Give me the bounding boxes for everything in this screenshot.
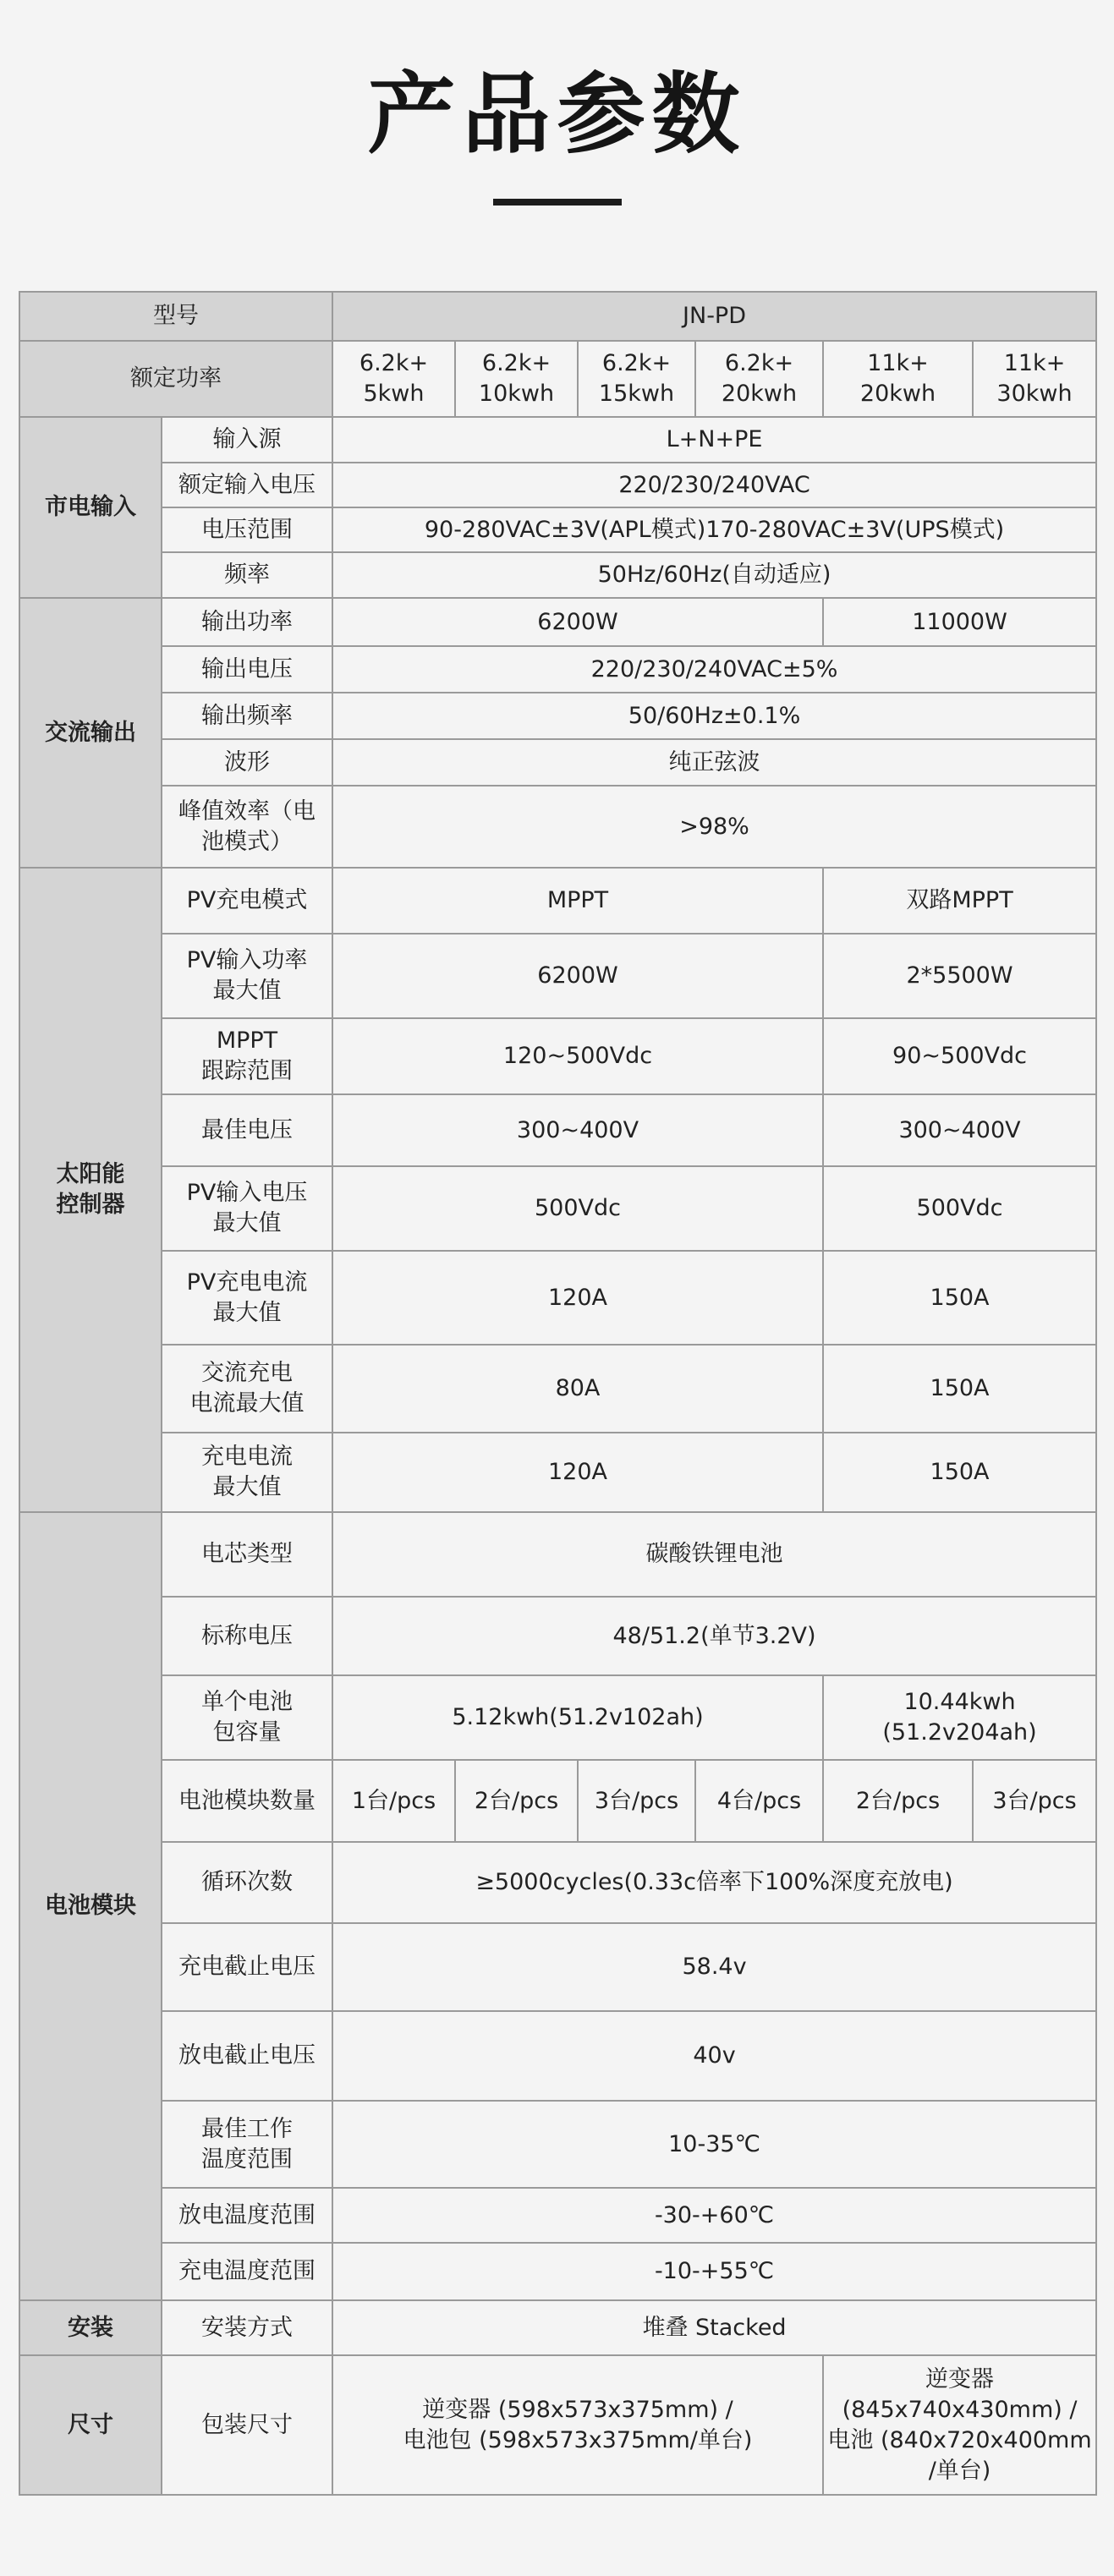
row-value: 500Vdc — [332, 1166, 823, 1251]
row-value: 120A — [332, 1251, 823, 1345]
table-row — [19, 1018, 1096, 1094]
row-value: 6200W — [332, 934, 823, 1018]
row-label: PV输入电压 最大值 — [162, 1166, 332, 1251]
spec-table — [19, 291, 1097, 2496]
row-label: 交流充电 电流最大值 — [162, 1345, 332, 1433]
row-value: 2*5500W — [823, 934, 1096, 1018]
table-row — [19, 2355, 1096, 2495]
row-label: PV充电模式 — [162, 868, 332, 934]
row-label: 安装方式 — [162, 2300, 332, 2355]
module-count: 3台/pcs — [973, 1760, 1096, 1842]
row-value: 300~400V — [332, 1094, 823, 1166]
row-value: 碳酸铁锂电池 — [332, 1512, 1096, 1597]
row-value: 48/51.2(单节3.2V) — [332, 1597, 1096, 1675]
section-ac-output: 交流输出 — [19, 598, 162, 868]
row-value: -10-+55℃ — [332, 2243, 1096, 2300]
model-label: 型号 — [19, 292, 332, 341]
table-row — [19, 1094, 1096, 1166]
row-value: MPPT — [332, 868, 823, 934]
row-value: 120~500Vdc — [332, 1018, 823, 1094]
row-value: ≥5000cycles(0.33c倍率下100%深度充放电) — [332, 1842, 1096, 1923]
table-row — [19, 417, 1096, 463]
row-value: 90-280VAC±3V(APL模式)170-280VAC±3V(UPS模式) — [332, 507, 1096, 552]
row-value: 6200W — [332, 598, 823, 646]
row-value: 逆变器 (598x573x375mm) / 电池包 (598x573x375mm/单台) — [332, 2355, 823, 2495]
rated-power-label: 额定功率 — [19, 341, 332, 417]
module-count: 4台/pcs — [695, 1760, 823, 1842]
row-value: 40v — [332, 2011, 1096, 2101]
row-label: PV充电电流 最大值 — [162, 1251, 332, 1345]
row-value: >98% — [332, 786, 1096, 868]
table-row — [19, 786, 1096, 868]
table-row — [19, 646, 1096, 693]
table-row-rated-power — [19, 341, 1096, 417]
model-value: JN-PD — [332, 292, 1096, 341]
module-count: 2台/pcs — [455, 1760, 578, 1842]
table-row — [19, 1512, 1096, 1597]
rated-power-option: 6.2k+ 10kwh — [455, 341, 578, 417]
module-count: 1台/pcs — [332, 1760, 455, 1842]
row-label: 标称电压 — [162, 1597, 332, 1675]
row-label: 波形 — [162, 739, 332, 786]
row-label: 充电电流 最大值 — [162, 1433, 332, 1512]
row-label: 充电截止电压 — [162, 1923, 332, 2011]
table-row — [19, 507, 1096, 552]
table-row — [19, 1842, 1096, 1923]
section-installation: 安装 — [19, 2300, 162, 2355]
row-value: 逆变器 (845x740x430mm) / 电池 (840x720x400mm /单台) — [823, 2355, 1096, 2495]
table-row — [19, 868, 1096, 934]
section-mains-input: 市电输入 — [19, 417, 162, 598]
row-value: 150A — [823, 1433, 1096, 1512]
row-value: 5.12kwh(51.2v102ah) — [332, 1675, 823, 1760]
rated-power-option: 6.2k+ 15kwh — [578, 341, 695, 417]
row-label: 输出电压 — [162, 646, 332, 693]
rated-power-option: 6.2k+ 5kwh — [332, 341, 455, 417]
row-value: 150A — [823, 1251, 1096, 1345]
row-value: 58.4v — [332, 1923, 1096, 2011]
row-label: 输入源 — [162, 417, 332, 463]
table-row — [19, 1345, 1096, 1433]
rated-power-option: 6.2k+ 20kwh — [695, 341, 823, 417]
row-value: 500Vdc — [823, 1166, 1096, 1251]
row-label: 充电温度范围 — [162, 2243, 332, 2300]
table-row — [19, 934, 1096, 1018]
row-value: 150A — [823, 1345, 1096, 1433]
row-value: 120A — [332, 1433, 823, 1512]
section-solar-controller: 太阳能 控制器 — [19, 868, 162, 1512]
table-row — [19, 1923, 1096, 2011]
table-row — [19, 2101, 1096, 2188]
rated-power-option: 11k+ 20kwh — [823, 341, 973, 417]
row-value: -30-+60℃ — [332, 2188, 1096, 2243]
row-label: 输出频率 — [162, 693, 332, 739]
row-label: 电池模块数量 — [162, 1760, 332, 1842]
row-value: 300~400V — [823, 1094, 1096, 1166]
row-value: 10-35℃ — [332, 2101, 1096, 2188]
row-label: 电压范围 — [162, 507, 332, 552]
row-value: L+N+PE — [332, 417, 1096, 463]
row-label: 循环次数 — [162, 1842, 332, 1923]
row-label: 放电温度范围 — [162, 2188, 332, 2243]
row-value: 11000W — [823, 598, 1096, 646]
table-row — [19, 1597, 1096, 1675]
row-value: 90~500Vdc — [823, 1018, 1096, 1094]
section-size: 尺寸 — [19, 2355, 162, 2495]
row-value: 双路MPPT — [823, 868, 1096, 934]
row-value: 10.44kwh (51.2v204ah) — [823, 1675, 1096, 1760]
table-row — [19, 598, 1096, 646]
row-label: 包装尺寸 — [162, 2355, 332, 2495]
table-row — [19, 2011, 1096, 2101]
table-row — [19, 463, 1096, 507]
row-label: 放电截止电压 — [162, 2011, 332, 2101]
row-label: 单个电池 包容量 — [162, 1675, 332, 1760]
row-label: 频率 — [162, 552, 332, 598]
table-row — [19, 1433, 1096, 1512]
rated-power-option: 11k+ 30kwh — [973, 341, 1096, 417]
row-value: 50/60Hz±0.1% — [332, 693, 1096, 739]
table-row — [19, 2188, 1096, 2243]
table-row — [19, 1675, 1096, 1760]
row-label: 输出功率 — [162, 598, 332, 646]
row-label: 峰值效率（电 池模式） — [162, 786, 332, 868]
table-row — [19, 693, 1096, 739]
table-row — [19, 739, 1096, 786]
row-value: 220/230/240VAC±5% — [332, 646, 1096, 693]
row-label: 最佳工作 温度范围 — [162, 2101, 332, 2188]
module-count: 3台/pcs — [578, 1760, 695, 1842]
row-value: 50Hz/60Hz(自动适应) — [332, 552, 1096, 598]
row-value: 80A — [332, 1345, 823, 1433]
table-row — [19, 1251, 1096, 1345]
table-row — [19, 1760, 1096, 1842]
table-row — [19, 1166, 1096, 1251]
section-battery-module: 电池模块 — [19, 1512, 162, 2300]
table-row — [19, 2243, 1096, 2300]
row-value: 220/230/240VAC — [332, 463, 1096, 507]
row-label: 最佳电压 — [162, 1094, 332, 1166]
table-row — [19, 552, 1096, 598]
row-label: MPPT 跟踪范围 — [162, 1018, 332, 1094]
title-underline — [493, 199, 622, 206]
module-count: 2台/pcs — [823, 1760, 973, 1842]
row-value: 纯正弦波 — [332, 739, 1096, 786]
page-title: 产品参数 — [367, 63, 747, 166]
row-label: 额定输入电压 — [162, 463, 332, 507]
table-row — [19, 2300, 1096, 2355]
table-row-model — [19, 292, 1096, 341]
row-label: PV输入功率 最大值 — [162, 934, 332, 1018]
row-label: 电芯类型 — [162, 1512, 332, 1597]
row-value: 堆叠 Stacked — [332, 2300, 1096, 2355]
